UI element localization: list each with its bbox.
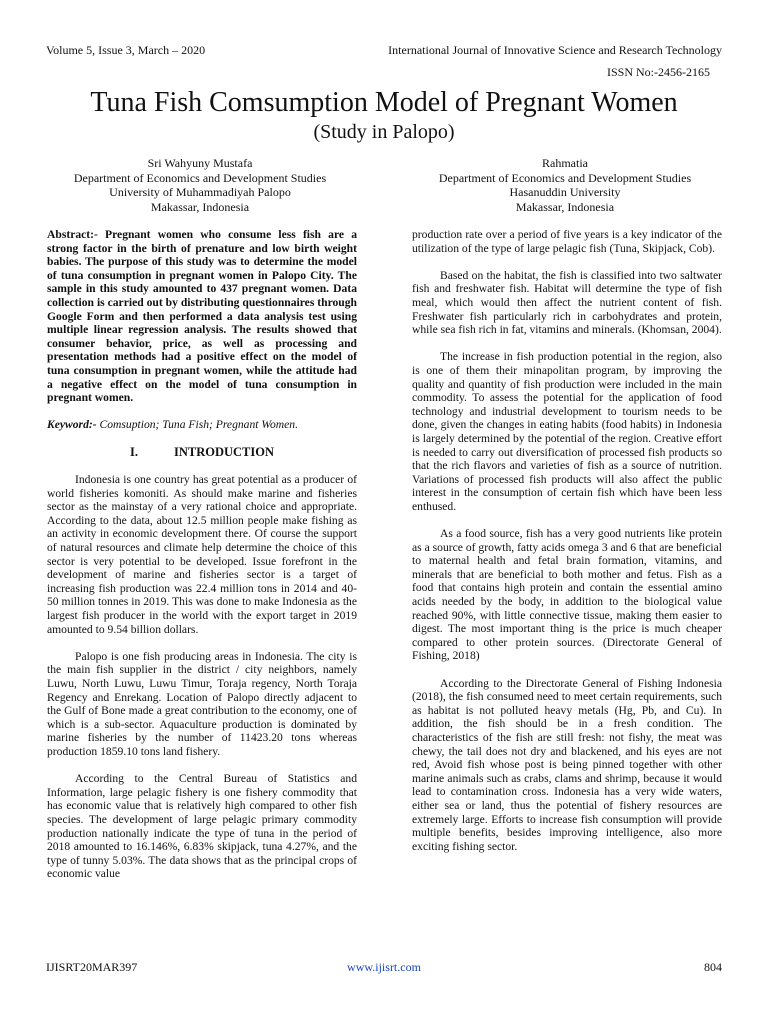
author-block-1 xyxy=(40,156,360,214)
body-paragraph: Palopo is one fish producing areas in Indonesia. The city is the main fish supplier in the district / city neighbors, namely Luwu, North Luwu, Luwu Timur, Toraja regency, North Toraja Regency and Enrekang. Location of Palopo directly adjacent to the Gulf of Bone made a great contribution to the economy, one of which is a sub-sector. Aquaculture production is dominated by marine fisheries by the number of 11423.20 tons whereas production 1859.10 tons land fishery. xyxy=(47,649,357,758)
abstract: Abstract:- Pregnant women who consume less fish are a strong factor in the birth of prenature and low birth weight babies. The purpose of this study was to determine the model of tuna consumption in pregnant women in Palopo City. The sample in this study amounted to 437 pregnant women. Data collection is carried out by distributing questionnaires through Google Form and then performed a data analysis test using multiple linear regression analysis. The results showed that consumer behavior, price, as well as processing and presentation methods had a positive effect on the model of tuna consumption in pregnant women, while the attitude had a negative effect on the model of tuna consumption in pregnant women. xyxy=(47,228,357,405)
keywords-text: Comsuption; Tuna Fish; Pregnant Women. xyxy=(99,418,298,432)
issn: ISSN No:-2456-2165 xyxy=(606,65,710,79)
author-affiliation: University of Muhammadiyah Palopo xyxy=(109,185,291,199)
body-paragraph: According to the Central Bureau of Statistics and Information, large pelagic fishery is one fishery commodity that has economic value that is relatively high compared to other fish species. The development of large pelagic primary commodity production nationally indicate the type of tuna in the period of 2018 amounted to 16.146%, 6.83% skipjack, tuna 4.27%, and the type of tunny 5.03%. The data shows that as the principal crops of economic value xyxy=(47,772,357,881)
body-paragraph: Based on the habitat, the fish is classified into two saltwater fish and freshwater fish. Habitat will determine the type of fish meal, which would then affect the nutrient content of fish. Freshwater fish particularly rich in carbohydrates and protein, while sea fish rich in fat, vitamins and minerals. (Khomsan, 2004). xyxy=(412,268,722,337)
keywords-label: Keyword:- xyxy=(47,418,97,432)
section-title: INTRODUCTION xyxy=(173,444,274,459)
body-paragraph: production rate over a period of five years is a key indicator of the utilization of the type of large pelagic fish (Tuna, Skipjack, Cob). xyxy=(412,228,722,255)
body-paragraph: As a food source, fish has a very good nutrients like protein as a source of growth, fatty acids omega 3 and 6 that are beneficial to maternal health and fetal brain formation, vitamins, and minerals that are beneficial to both mother and fetus. Fish as a food that contains high protein and contain the essential amino acids needed by the body, in addition to the biological value reached 90%, with little connective tissue, making them easier to digest. The most important thing is the price is much cheaper compared to other protein sources. (Directorate General of Fishing, 2018) xyxy=(412,527,722,663)
author-department: Department of Economics and Development Studies xyxy=(73,170,327,185)
right-column xyxy=(412,228,722,867)
paper-subtitle: (Study in Palopo) xyxy=(313,121,455,143)
author-block-2 xyxy=(405,156,725,214)
body-paragraph: Indonesia is one country has great potential as a producer of world fisheries komoniti. As should make marine and fisheries sector as the mainstay of a very rational choice and appropriate. According to the data, about 12.5 million people make fishing as an activity in economic development there. Of course the support of natural resources and climate help determine the choice of this sector is very potential to be developed. Issue forefront in the development of marine and fisheries sector is a target of increasing fish production was 22.4 million tons in 2014 and 40-50 million tonnes in 2019. This was done to make Indonesia as the largest fish producer in the world with the export target in 2019 amounted to 9.54 billion dollars. xyxy=(47,473,357,636)
body-paragraph: According to the Directorate General of Fishing Indonesia (2018), the fish consumed need to meet certain requirements, such as habitat is not polluted heavy metals (Hg, Pb, and Cu). In addition, the fish should be in a fresh condition. The characteristics of the fish are still fresh: not fishy, the meat was chewy, the tail does not dry and blackened, and his eyes are not red, Avoid fish whose post is being pinned together with other marine animals such as crabs, clams and shrimp, because it would lead to contamination cross. Indonesia has a very wide waters, either sea or land, thus the potential of fishery resources are extremely large. Efforts to increase fish consumption will provide multiple benefits, besides improving intelligence, also more exciting fishing sector. xyxy=(412,676,722,853)
page-number: 804 xyxy=(704,960,722,974)
keywords xyxy=(47,418,357,432)
author-department: Department of Economics and Development Studies xyxy=(438,170,692,185)
section-number: I. xyxy=(129,444,138,459)
author-name: Sri Wahyuny Mustafa xyxy=(147,156,253,170)
paper-code: IJISRT20MAR397 xyxy=(46,960,138,974)
journal-name: International Journal of Innovative Science and Research Technology xyxy=(388,43,722,57)
author-location: Makassar, Indonesia xyxy=(150,199,250,214)
author-location: Makassar, Indonesia xyxy=(515,199,615,214)
body-paragraph: The increase in fish production potential in the region, also is one of them their minapolitan program, by improving the quality and quantity of fish production were included in the main commodity. To assess the potential for the application of food technology and industrial development to tourism needs to be done, given the changes in eating habits (food habits) in Indonesia is largely determined by the potential of the region. Creative effort is needed to carry out diversification of processed fish products so that the rich flavors and varieties of fish as a source of nutrition. Variations of processed fish products will also affect the public interest in the consumption of certain fish which have been less enthused. xyxy=(412,350,722,513)
author-name: Rahmatia xyxy=(542,156,588,170)
left-column xyxy=(47,228,357,895)
author-affiliation: Hasanuddin University xyxy=(509,185,621,199)
paper-title: Tuna Fish Comsumption Model of Pregnant Women xyxy=(90,87,678,118)
section-heading xyxy=(47,446,357,460)
journal-url-link[interactable]: www.ijisrt.com xyxy=(347,960,421,974)
journal-volume: Volume 5, Issue 3, March – 2020 xyxy=(46,43,206,57)
